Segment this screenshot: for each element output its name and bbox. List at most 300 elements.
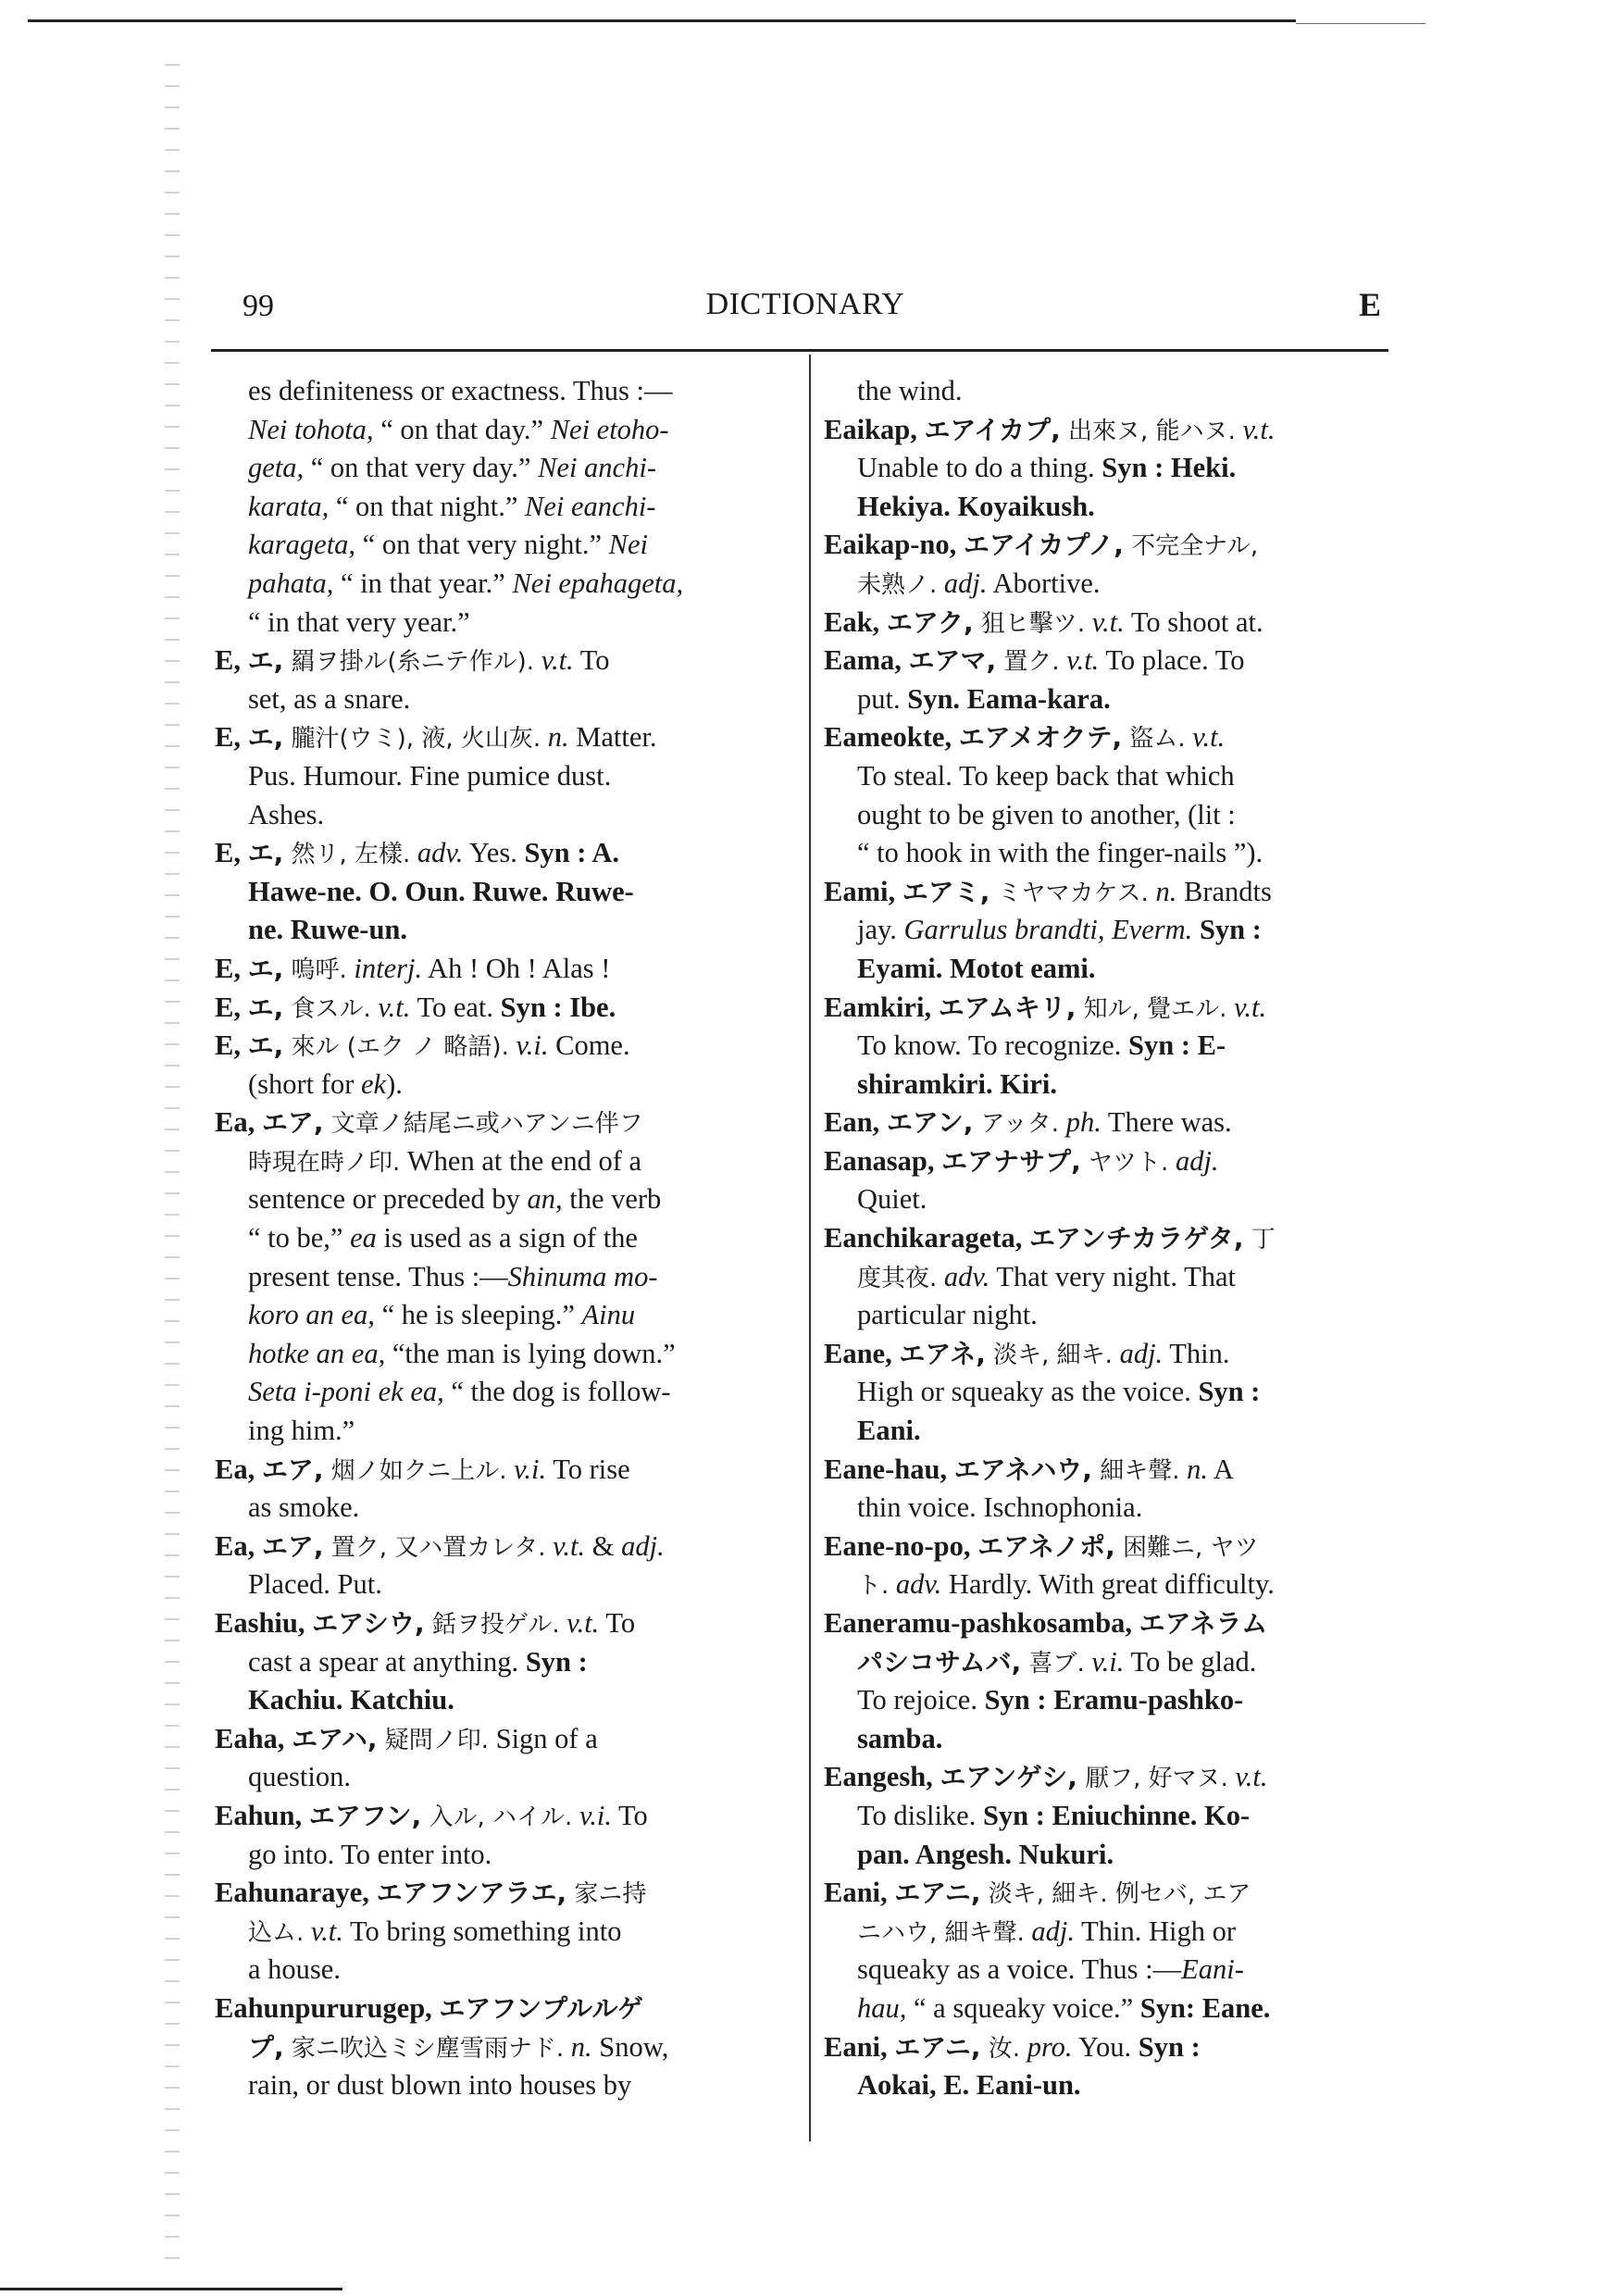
entry-continuation-line xyxy=(215,488,792,527)
bold-text: pan. Angesh. Nukuri. xyxy=(857,1838,1114,1870)
entry-continuation-line xyxy=(215,1258,792,1297)
katakana-headword: エアニ, xyxy=(894,1878,981,1909)
entry-headword-line xyxy=(824,873,1390,912)
japanese-gloss: 入ル, ハイル. xyxy=(421,1803,573,1831)
italic-text: Ainu xyxy=(581,1299,636,1331)
italic-text: adj. xyxy=(1168,1144,1219,1177)
bold-text: Syn : xyxy=(1199,914,1262,946)
entry-continuation-line xyxy=(824,796,1390,835)
bold-text: Syn. Eama-kara. xyxy=(907,682,1111,715)
bold-text: Eane-hau, xyxy=(824,1453,954,1485)
italic-text: v.t. xyxy=(534,644,574,677)
bold-text: Eaneramu-pashkosamba, xyxy=(824,1607,1139,1639)
bold-text: Eahunpururugep, xyxy=(215,1991,440,2024)
italic-text: n. xyxy=(1179,1453,1208,1485)
entry-headword-line xyxy=(215,1720,792,1759)
japanese-gloss: 知ル, 覺エル. xyxy=(1076,994,1227,1023)
italic-text: n. xyxy=(1148,875,1177,907)
italic-text: v.t. xyxy=(1235,413,1276,445)
italic-text: Seta i-poni ek ea, xyxy=(248,1376,444,1408)
katakana-headword: エアンチカラゲタ, xyxy=(1028,1223,1244,1254)
italic-text: Nei etoho- xyxy=(550,413,669,445)
italic-text: v.i. xyxy=(506,1453,547,1485)
japanese-gloss: ヤツト. xyxy=(1080,1148,1169,1177)
entry-headword-line xyxy=(824,718,1390,757)
entry-continuation-line xyxy=(215,1412,792,1451)
body-text: To rejoice. xyxy=(857,1684,985,1716)
bold-text: Eameokte, xyxy=(824,721,959,754)
japanese-gloss: 狙ヒ擊ツ. xyxy=(973,609,1086,638)
body-text: Sign of a xyxy=(489,1722,598,1754)
entry-headword-line xyxy=(215,989,792,1028)
entry-continuation-line xyxy=(215,1219,792,1258)
bold-text: E, xyxy=(215,837,248,869)
column-divider xyxy=(809,355,811,2141)
body-text: To xyxy=(611,1799,648,1831)
italic-text: Shinuma mo- xyxy=(507,1260,658,1292)
bold-text: E, xyxy=(215,721,248,754)
entry-continuation-line xyxy=(215,680,792,719)
bold-text: samba. xyxy=(857,1722,943,1754)
italic-text: Nei epahageta, xyxy=(512,567,684,599)
entry-continuation-line xyxy=(824,1797,1390,1836)
body-text: To xyxy=(573,644,610,677)
italic-text: pahata, xyxy=(248,567,334,599)
italic-text: v.i. xyxy=(508,1029,549,1062)
body-text: To rise xyxy=(546,1453,630,1485)
bold-text: Syn : E- xyxy=(1128,1029,1226,1062)
body-text xyxy=(1192,914,1200,945)
body-text: Thin. High or xyxy=(1075,1915,1236,1947)
body-text: squeaky as a voice. Thus :— xyxy=(857,1953,1182,1986)
katakana-headword: エアフンプルルゲ xyxy=(439,1992,643,2024)
italic-text: ek xyxy=(360,1067,387,1100)
body-text: “ on that night.” xyxy=(329,490,526,522)
bold-text: Syn : Ibe. xyxy=(500,991,616,1023)
italic-text: koro an ea, xyxy=(248,1299,375,1331)
italic-text: karageta, xyxy=(248,529,356,561)
body-text: To shoot at. xyxy=(1124,605,1263,638)
entry-continuation-line xyxy=(215,1296,792,1335)
body-text: “ to be,” xyxy=(248,1222,351,1254)
body-text: Placed. Put. xyxy=(248,1568,382,1601)
italic-text: adj. xyxy=(1112,1337,1164,1369)
italic-text: v.i. xyxy=(1084,1645,1125,1678)
katakana-headword: エアネラム xyxy=(1139,1608,1268,1639)
body-text: “ in that very year.” xyxy=(248,605,470,638)
entry-continuation-line xyxy=(215,1681,792,1720)
bold-text: Ea, xyxy=(215,1453,262,1485)
italic-text: Eani- xyxy=(1181,1953,1244,1986)
japanese-gloss: 淡キ, 細キ. 例セバ, エア xyxy=(980,1880,1251,1909)
body-text: “ on that day.” xyxy=(373,413,551,445)
bold-text: shiramkiri. Kiri. xyxy=(857,1067,1058,1100)
body-text: Unable to do a thing. xyxy=(857,452,1102,484)
bold-text: Syn: Eane. xyxy=(1139,1991,1271,2024)
entry-headword-line xyxy=(215,834,792,873)
body-text: “ in that year.” xyxy=(333,567,513,599)
katakana-headword: エアン, xyxy=(886,1107,974,1139)
entry-continuation-line xyxy=(215,1836,792,1875)
entry-headword-line xyxy=(215,1027,792,1066)
body-text: jay. xyxy=(857,914,904,946)
bold-text: E, xyxy=(215,991,248,1023)
header-rule xyxy=(211,349,1388,352)
body-text: & xyxy=(591,1529,615,1562)
entry-headword-line xyxy=(824,1451,1390,1490)
entry-headword-line xyxy=(215,1604,792,1643)
japanese-gloss: 時現在時ノ印. xyxy=(248,1148,401,1177)
japanese-gloss: 度其夜. xyxy=(857,1264,938,1292)
body-text: You. xyxy=(1072,2030,1139,2063)
bold-text: Eaha, xyxy=(215,1722,292,1754)
entry-continuation-line xyxy=(824,1373,1390,1412)
entry-continuation-line xyxy=(824,1913,1390,1952)
italic-text: n. xyxy=(541,721,569,754)
entry-continuation-line xyxy=(215,1489,792,1528)
bold-text: E, xyxy=(215,644,248,677)
italic-text: an, xyxy=(527,1183,563,1216)
japanese-gloss: 文章ノ結尾ニ或ハアンニ伴フ xyxy=(323,1110,643,1139)
italic-text: adv. xyxy=(410,837,464,869)
entry-continuation-line xyxy=(215,449,792,488)
italic-text: v.t. xyxy=(370,991,411,1023)
body-text: the wind. xyxy=(857,375,963,406)
katakana-headword: エ, xyxy=(247,1030,284,1062)
japanese-gloss: 置ク. xyxy=(996,648,1060,677)
body-text: “ a squeaky voice.” xyxy=(906,1991,1140,2024)
entry-continuation-line xyxy=(824,1296,1390,1335)
body-text: To know. To recognize. xyxy=(857,1029,1129,1062)
body-text: To bring something into xyxy=(342,1915,622,1947)
body-text: “ the dog is follow- xyxy=(443,1376,671,1408)
bold-text: Syn : Heki. xyxy=(1101,452,1237,484)
entry-headword-line xyxy=(215,1104,792,1142)
italic-text: n. xyxy=(564,2030,592,2063)
entry-continuation-line xyxy=(824,1720,1390,1759)
katakana-headword: エアフンアラエ, xyxy=(376,1878,567,1909)
italic-text: Nei eanchi- xyxy=(525,490,656,522)
entry-headword-line xyxy=(215,1874,792,1913)
italic-text: interj. xyxy=(346,952,423,984)
body-text: To be glad. xyxy=(1124,1645,1257,1678)
entry-continuation-line xyxy=(824,1412,1390,1451)
body-text: Yes. xyxy=(463,837,525,869)
entry-continuation-line xyxy=(215,911,792,950)
entry-headword-line xyxy=(824,2028,1390,2067)
body-text: That very night. That xyxy=(989,1260,1236,1292)
bold-text: Eani, xyxy=(824,1877,895,1909)
japanese-gloss: 細キ聲. xyxy=(1091,1456,1180,1485)
italic-text: v.t. xyxy=(1085,605,1125,638)
bold-text: Eani, xyxy=(824,2030,895,2063)
entry-continuation-line xyxy=(824,449,1390,488)
japanese-gloss: 汝. xyxy=(980,2034,1021,2063)
entry-headword-line xyxy=(215,1528,792,1566)
japanese-gloss: 込ム. xyxy=(248,1918,305,1947)
italic-text: hotke an ea, xyxy=(248,1337,386,1369)
entry-headword-line xyxy=(215,718,792,757)
entry-headword-line xyxy=(824,1104,1390,1142)
body-text: Thin. xyxy=(1163,1337,1230,1369)
italic-text: adv. xyxy=(937,1260,990,1292)
bold-text: Eaikap-no, xyxy=(824,529,964,561)
body-text: Matter. xyxy=(568,721,657,754)
katakana-headword: エアマ, xyxy=(908,645,997,677)
entry-continuation-line xyxy=(824,1836,1390,1875)
japanese-gloss: 家ニ吹込ミシ塵雪雨ナド. xyxy=(283,2034,565,2063)
bold-text: Syn : xyxy=(1138,2030,1201,2063)
body-text: rain, or dust blown into houses by xyxy=(248,2069,632,2102)
bold-text: Eashiu, xyxy=(215,1607,313,1639)
entry-continuation-line xyxy=(215,1566,792,1604)
entry-continuation-line xyxy=(824,834,1390,873)
body-text: ). xyxy=(386,1067,403,1100)
katakana-headword: エ, xyxy=(247,992,284,1023)
body-text: cast a spear at anything. xyxy=(248,1645,526,1678)
italic-text: hau, xyxy=(857,1991,907,2024)
body-text: To eat. xyxy=(410,991,501,1023)
top-border-rule xyxy=(28,19,1296,22)
entry-continuation-line xyxy=(824,1027,1390,1066)
katakana-headword: エアフン, xyxy=(308,1800,422,1831)
italic-text: Nei anchi- xyxy=(538,452,656,484)
japanese-gloss: 銛ヲ投ゲル. xyxy=(424,1611,560,1639)
body-text: ought to be given to another, (lit : xyxy=(857,798,1236,830)
italic-text: adj. xyxy=(937,567,988,599)
katakana-headword: エ, xyxy=(247,722,284,754)
body-text: put. xyxy=(857,682,908,715)
bold-text: ne. Ruwe-un. xyxy=(248,914,408,946)
entry-continuation-line xyxy=(215,1142,792,1181)
entry-continuation-line xyxy=(824,372,1390,411)
katakana-headword: エア, xyxy=(261,1454,324,1485)
katakana-headword: エ, xyxy=(247,645,284,677)
entry-continuation-line xyxy=(215,565,792,604)
entry-continuation-line xyxy=(824,1566,1390,1604)
italic-text: pro. xyxy=(1020,2030,1073,2063)
body-text: a house. xyxy=(248,1953,341,1986)
entry-continuation-line xyxy=(215,372,792,411)
body-text: Snow, xyxy=(591,2030,669,2063)
japanese-gloss: 困難ニ, ヤツ xyxy=(1114,1533,1259,1562)
bold-text: Syn : Eramu-pashko- xyxy=(984,1684,1244,1716)
entry-headword-line xyxy=(215,950,792,989)
body-text: “ he is sleeping.” xyxy=(374,1299,582,1331)
japanese-gloss: 丁 xyxy=(1243,1226,1276,1254)
japanese-gloss: 置ク, 又ハ置カレタ. xyxy=(323,1533,546,1562)
bold-text: Eanchikarageta, xyxy=(824,1222,1029,1254)
japanese-gloss: ト. xyxy=(857,1572,890,1601)
entry-continuation-line xyxy=(215,2028,792,2067)
running-head: DICTIONARY xyxy=(705,287,905,321)
bold-text: Eahun, xyxy=(215,1799,309,1831)
body-text: To place. To xyxy=(1099,644,1245,677)
italic-text: v.t. xyxy=(304,1915,343,1947)
entry-continuation-line xyxy=(215,526,792,565)
entry-continuation-line xyxy=(824,1258,1390,1297)
katakana-headword: エアニ, xyxy=(894,2031,981,2063)
bold-text: Eahunaraye, xyxy=(215,1877,377,1909)
entry-continuation-line xyxy=(824,1990,1390,2028)
body-text: question. xyxy=(248,1761,351,1793)
italic-text: Nei tohota, xyxy=(248,413,374,445)
entry-continuation-line xyxy=(215,1643,792,1682)
entry-headword-line xyxy=(824,642,1390,680)
bold-text: Eami, xyxy=(824,875,902,907)
italic-text: adv. xyxy=(889,1568,942,1601)
italic-text: Nei xyxy=(608,529,648,561)
bold-text: Eama, xyxy=(824,644,909,677)
katakana-headword: エ, xyxy=(247,953,284,984)
entry-continuation-line xyxy=(215,1180,792,1219)
entry-continuation-line xyxy=(215,1373,792,1412)
bold-text: Aokai, E. Eani-un. xyxy=(857,2069,1081,2102)
entry-continuation-line xyxy=(215,411,792,450)
body-text: Brandts xyxy=(1176,875,1272,907)
body-text: present tense. Thus :— xyxy=(248,1260,508,1292)
body-text: Ah ! Oh ! Alas ! xyxy=(422,952,611,984)
katakana-headword: エアンゲシ, xyxy=(940,1762,1077,1793)
entry-headword-line xyxy=(215,1451,792,1490)
bold-text: Eane-no-po, xyxy=(824,1529,978,1562)
page-edge-marks xyxy=(165,56,180,2259)
japanese-gloss: 喜ブ. xyxy=(1021,1649,1085,1678)
entry-continuation-line xyxy=(215,2066,792,2105)
entry-headword-line xyxy=(824,526,1390,565)
katakana-headword: パシコサムバ, xyxy=(857,1646,1022,1678)
body-text: A xyxy=(1207,1453,1234,1485)
entry-continuation-line xyxy=(824,1066,1390,1104)
italic-text: v.t. xyxy=(1227,1761,1268,1793)
entry-continuation-line xyxy=(824,565,1390,604)
entry-headword-line xyxy=(824,1142,1390,1181)
body-text: “ on that very day.” xyxy=(304,452,539,484)
entry-continuation-line xyxy=(824,488,1390,527)
body-text: particular night. xyxy=(857,1299,1038,1331)
japanese-gloss: ニハウ, 細キ聲. xyxy=(857,1918,1025,1947)
bold-text: Ean, xyxy=(824,1106,887,1139)
entry-headword-line xyxy=(824,1604,1390,1643)
bold-text: Eangesh, xyxy=(824,1761,940,1793)
entry-continuation-line xyxy=(215,604,792,643)
page-number: 99 xyxy=(243,289,274,323)
bold-text: Hekiya. Koyaikush. xyxy=(857,490,1095,522)
bold-text: Syn : A. xyxy=(524,837,620,869)
body-text: Come. xyxy=(548,1029,630,1062)
katakana-headword: エアネノポ, xyxy=(977,1530,1115,1562)
italic-text: v.t. xyxy=(545,1529,592,1562)
katakana-headword: エアハ, xyxy=(292,1723,378,1754)
japanese-gloss: アッタ. xyxy=(973,1110,1060,1139)
japanese-gloss: 厭フ, 好マヌ. xyxy=(1077,1765,1228,1793)
italic-text: v.t. xyxy=(1226,991,1267,1023)
entry-continuation-line xyxy=(215,757,792,796)
entry-headword-line xyxy=(824,1335,1390,1374)
body-text: Abortive. xyxy=(987,567,1101,599)
body-text: To dislike. xyxy=(857,1799,983,1831)
body-text: thin voice. Ischnophonia. xyxy=(857,1491,1143,1524)
bold-text: Syn : xyxy=(1198,1376,1261,1408)
entry-continuation-line xyxy=(824,2066,1390,2105)
italic-text: karata, xyxy=(248,490,330,522)
entry-continuation-line xyxy=(215,1951,792,1990)
katakana-headword: エアナサプ, xyxy=(941,1145,1081,1177)
katakana-headword: プ, xyxy=(248,2031,284,2063)
japanese-gloss: 食スル. xyxy=(283,994,371,1023)
entry-headword-line xyxy=(215,1797,792,1836)
body-text: Quiet. xyxy=(857,1183,927,1216)
entry-continuation-line xyxy=(215,1758,792,1797)
body-text: “ to hook in with the finger-nails ”). xyxy=(857,837,1263,869)
entry-continuation-line xyxy=(824,1180,1390,1219)
italic-text: v.t. xyxy=(559,1607,600,1639)
italic-text: adj. xyxy=(614,1529,665,1562)
katakana-headword: エアネハウ, xyxy=(953,1454,1092,1485)
right-column xyxy=(824,372,1390,2105)
bold-text: Ea, xyxy=(215,1106,262,1139)
bold-text: Ea, xyxy=(215,1529,262,1562)
bold-text: Eamkiri, xyxy=(824,991,939,1023)
entry-headword-line xyxy=(824,604,1390,643)
entry-continuation-line xyxy=(824,1951,1390,1990)
japanese-gloss: 疑問ノ印. xyxy=(377,1726,489,1754)
entry-continuation-line xyxy=(215,1335,792,1374)
body-text: High or squeaky as the voice. xyxy=(857,1376,1199,1408)
japanese-gloss: 家ニ持 xyxy=(566,1880,647,1909)
body-text: (short for xyxy=(248,1067,361,1100)
entry-headword-line xyxy=(824,989,1390,1028)
bold-text: Eani. xyxy=(857,1415,921,1447)
japanese-gloss: ミヤマカケス. xyxy=(989,879,1149,907)
katakana-headword: エアク, xyxy=(886,606,974,638)
japanese-gloss: 烟ノ如クニ上ル. xyxy=(323,1456,507,1485)
italic-text: v.t. xyxy=(1059,644,1100,677)
body-text: es definiteness or exactness. Thus :— xyxy=(248,375,673,406)
bold-text: Eanasap, xyxy=(824,1144,942,1177)
body-text: go into. To enter into. xyxy=(248,1838,492,1870)
entry-continuation-line xyxy=(215,1066,792,1104)
italic-text: geta, xyxy=(248,452,305,484)
bold-text: Eane, xyxy=(824,1337,900,1369)
body-text: sentence or preceded by xyxy=(248,1183,528,1216)
bold-text: E, xyxy=(215,952,248,984)
left-column xyxy=(215,372,792,2105)
bold-text: Eak, xyxy=(824,605,887,638)
body-text: set, as a snare. xyxy=(248,682,411,715)
katakana-headword: エアメオクテ, xyxy=(958,722,1123,754)
body-text: Ashes. xyxy=(248,798,325,830)
body-text: “ on that very night.” xyxy=(355,529,609,561)
katakana-headword: エア, xyxy=(261,1530,324,1562)
entry-headword-line xyxy=(215,1990,792,2028)
japanese-gloss: 盜ム. xyxy=(1122,725,1186,754)
top-border-rule-thin xyxy=(1296,23,1425,24)
japanese-gloss: 來ル (エク ノ 略語). xyxy=(283,1033,509,1062)
body-text: “the man is lying down.” xyxy=(385,1337,676,1369)
japanese-gloss: 未熟ノ. xyxy=(857,570,938,599)
entry-continuation-line xyxy=(824,757,1390,796)
japanese-gloss: 出來ヌ, 能ハヌ. xyxy=(1060,417,1236,445)
entry-headword-line xyxy=(824,1874,1390,1913)
bold-text: E, xyxy=(215,1029,248,1062)
body-text: Hardly. With great difficulty. xyxy=(941,1568,1275,1601)
katakana-headword: エアミ, xyxy=(902,876,990,907)
body-text: To xyxy=(599,1607,636,1639)
bold-text: Hawe-ne. O. Oun. Ruwe. Ruwe- xyxy=(248,875,634,907)
italic-text: v.t. xyxy=(1185,721,1226,754)
japanese-gloss: 然リ, 左樣. xyxy=(283,841,411,869)
